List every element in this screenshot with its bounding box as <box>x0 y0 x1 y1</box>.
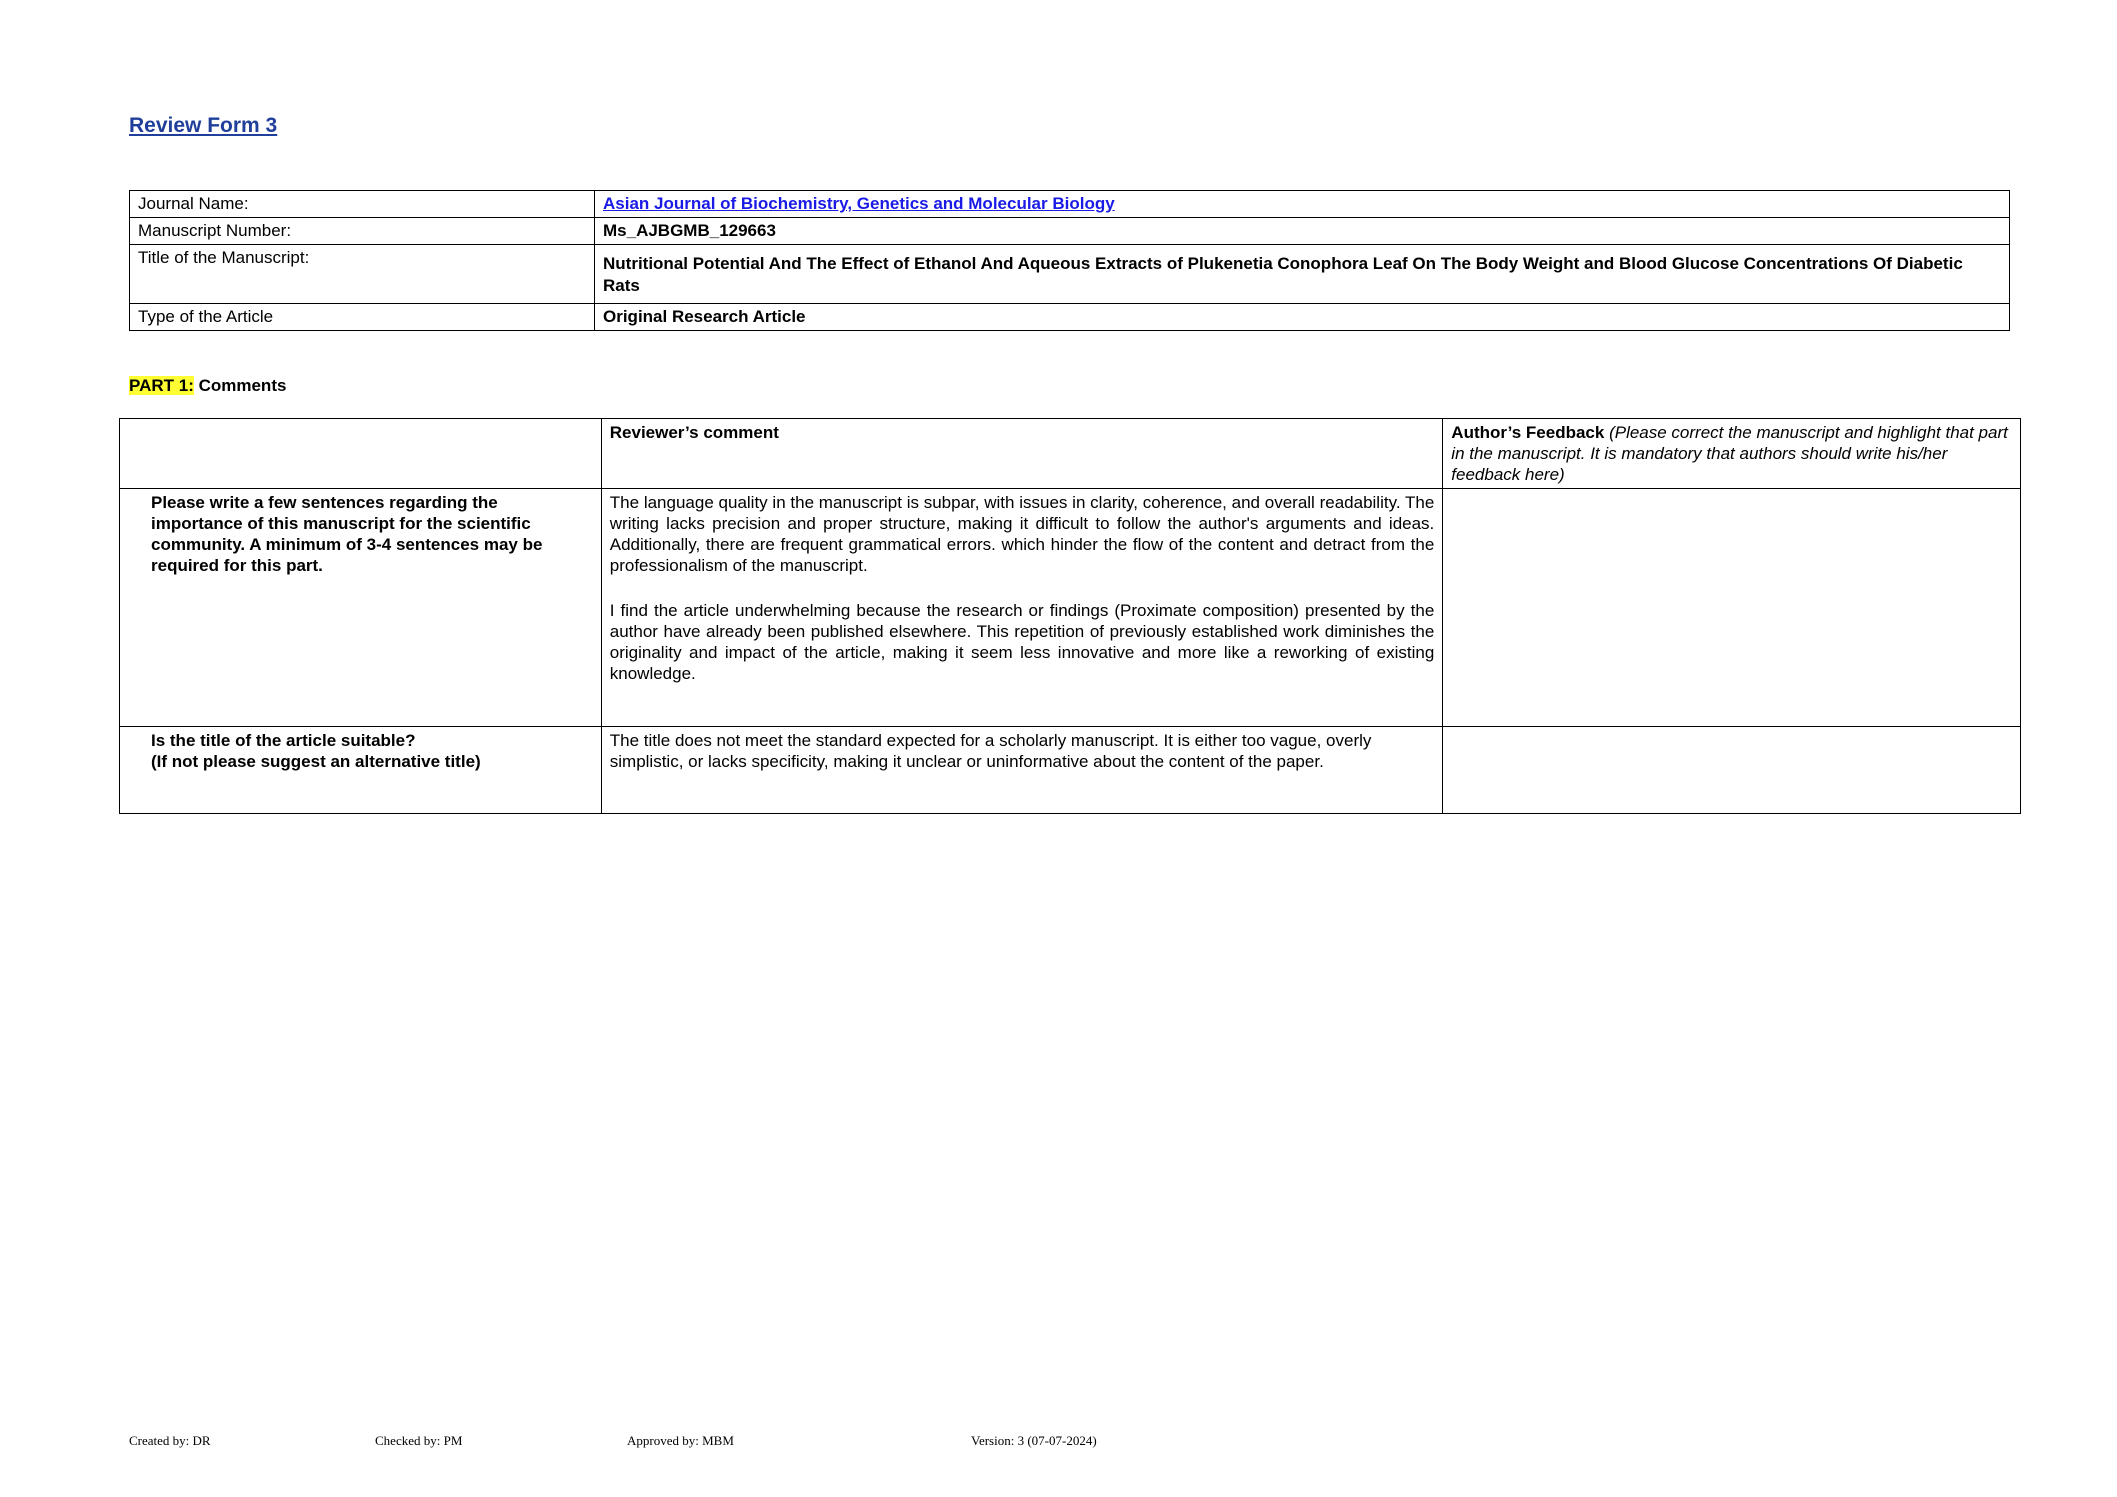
comments-header-row <box>120 419 2021 489</box>
question-importance: Please write a few sentences regarding the importance of this manuscript for the scientific community. A minimum of 3-4 sentences may be required for this part. <box>120 489 602 727</box>
comment-row-importance <box>120 489 2021 727</box>
author-feedback-header <box>1443 419 2021 489</box>
reviewer-comment-title: The title does not meet the standard expected for a scholarly manuscript. It is either too vague, overly simplistic, or lacks specificity, making it unclear or uninformative about the content of the paper. <box>601 727 1443 814</box>
author-feedback-title[interactable] <box>1443 727 2021 814</box>
journal-name-cell <box>595 191 2010 218</box>
form-title: Review Form 3 <box>129 114 278 137</box>
footer-version: Version: 3 (07-07-2024) <box>971 1433 1097 1448</box>
comments-table <box>119 418 2021 814</box>
manuscript-info-table <box>129 190 2010 331</box>
reviewer-comment-importance <box>601 489 1443 727</box>
part1-label-highlight: PART 1: <box>129 376 194 395</box>
part1-heading-text: Comments <box>193 376 287 395</box>
manuscript-title-value: Nutritional Potential And The Effect of Ethanol And Aqueous Extracts of Plukenetia Conophora Leaf On The Body Weight and Blood Glucose Concentrations Of Diabetic Rats <box>595 245 2010 304</box>
manuscript-number-row <box>130 218 2010 245</box>
author-feedback-importance[interactable] <box>1443 489 2021 727</box>
question-title-line1: Is the title of the article suitable? <box>151 731 416 750</box>
comment-paragraph-language: The language quality in the manuscript is subpar, with issues in clarity, coherence, and overall readability. The writing lacks precision and proper structure, making it difficult to follow the author's arguments and ideas. Additionally, there are frequent grammatical errors. which hinder the flow of the content and detract from the professionalism of the manuscript. <box>609 493 1435 575</box>
manuscript-number-value: Ms_AJBGMB_129663 <box>595 218 2010 245</box>
journal-name-row <box>130 191 2010 218</box>
question-title-line2: (If not please suggest an alternative title) <box>151 752 481 771</box>
article-type-value: Original Research Article <box>595 304 2010 331</box>
author-feedback-header-note: (Please correct the manuscript and highlight that part in the manuscript. It is mandatory that authors should write his/her feedback here) <box>1451 423 2008 484</box>
footer-checked-by: Checked by: PM <box>375 1433 463 1448</box>
article-type-label: Type of the Article <box>130 304 595 331</box>
question-title <box>120 727 602 814</box>
manuscript-title-label: Title of the Manuscript: <box>130 245 595 304</box>
footer-created-by: Created by: DR <box>129 1433 211 1448</box>
manuscript-title-row <box>130 245 2010 304</box>
journal-name-link[interactable]: Asian Journal of Biochemistry, Genetics and Molecular Biology <box>603 194 1115 213</box>
manuscript-number-label: Manuscript Number: <box>130 218 595 245</box>
reviewer-comment-header: Reviewer’s comment <box>601 419 1443 489</box>
footer-approved-by: Approved by: MBM <box>627 1433 734 1448</box>
article-type-row <box>130 304 2010 331</box>
author-feedback-header-bold: Author’s Feedback <box>1451 423 1605 442</box>
header-empty-cell <box>120 419 602 489</box>
comment-paragraph-originality: I find the article underwhelming because the research or findings (Proximate composition) presented by the author have already been published elsewhere. This repetition of previously established work diminishes the originality and impact of the article, making it seem less innovative and more like a reworking of existing knowledge. <box>609 601 1435 683</box>
part1-heading <box>129 376 286 396</box>
journal-name-label: Journal Name: <box>130 191 595 218</box>
comment-row-title <box>120 727 2021 814</box>
